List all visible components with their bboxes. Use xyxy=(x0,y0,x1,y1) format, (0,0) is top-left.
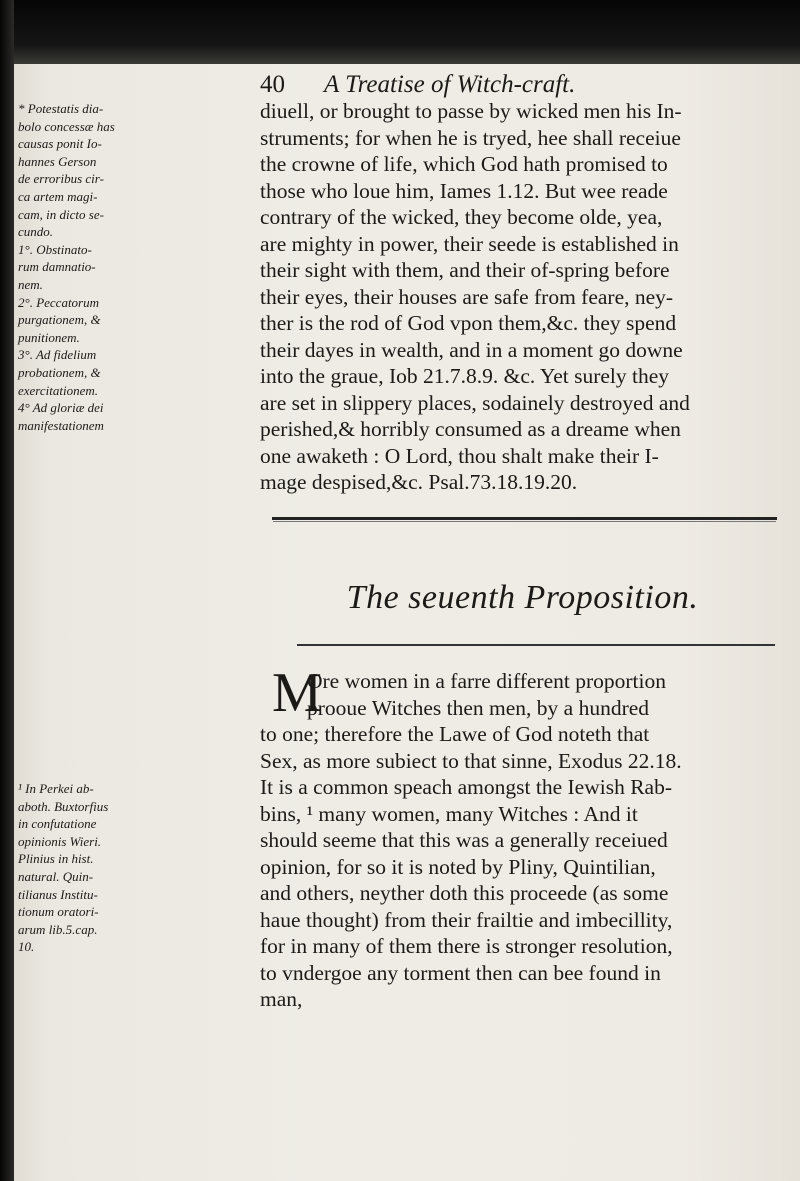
margin-notes-bottom xyxy=(18,780,118,956)
text-line: to vndergoe any torment then can bee found in xyxy=(260,960,661,985)
page-number: 40 xyxy=(260,71,285,98)
margin-note-line: natural. Quin- xyxy=(18,868,94,884)
text-line: Ore women in a farre different proportion xyxy=(307,669,666,693)
text-line: haue thought) from their frailtie and imbecillity, xyxy=(260,907,673,932)
text-line: prooue Witches then men, by a hundred xyxy=(307,695,650,720)
paragraph-top xyxy=(260,98,785,496)
margin-note-line: ca artem magi- xyxy=(18,188,98,204)
title-underline-rule xyxy=(297,644,775,646)
margin-note-line: de erroribus cir- xyxy=(18,171,104,187)
margin-note-line: Plinius in hist. xyxy=(18,851,94,867)
text-line: bins, ¹ many women, many Witches : And it xyxy=(260,801,638,826)
text-line: diuell, or brought to passe by wicked men his In- xyxy=(260,99,682,123)
text-line: should seeme that this was a generally receiued xyxy=(260,828,668,852)
text-line: and others, neyther doth this proceede (as some xyxy=(260,881,669,905)
margin-note-line: exercitationem. xyxy=(18,382,99,398)
margin-note-line: cundo. xyxy=(18,224,54,240)
text-line: struments; for when he is tryed, hee shall receiue xyxy=(260,125,681,150)
margin-note-line: in confutatione xyxy=(18,816,97,832)
running-head xyxy=(260,70,780,100)
text-line: man, xyxy=(260,987,303,1011)
margin-note-line: tilianus Institu- xyxy=(18,886,98,902)
section-divider-rule xyxy=(272,517,777,520)
margin-note-line: arum lib.5.cap. xyxy=(18,921,98,937)
text-line: into the graue, Iob 21.7.8.9. &c. Yet surely they xyxy=(260,364,670,388)
margin-note-line: 10. xyxy=(18,939,35,955)
margin-note-line: tionum oratori- xyxy=(18,904,99,920)
margin-note-line: ¹ In Perkei ab- xyxy=(18,781,94,796)
margin-note-line: aboth. Buxtorfius xyxy=(18,798,109,814)
text-line: one awaketh : O Lord, thou shalt make their I- xyxy=(260,443,659,468)
margin-note-line: bolo concessæ has xyxy=(18,118,115,134)
paragraph-intro xyxy=(307,668,787,721)
text-line: for in many of them there is stronger resolution, xyxy=(260,934,673,958)
text-line: are mighty in power, their seede is established in xyxy=(260,231,679,256)
text-line: their dayes in wealth, and in a moment go downe xyxy=(260,337,683,362)
margin-note-line: * Potestatis dia- xyxy=(18,101,104,116)
margin-note-line: rum damnatio- xyxy=(18,259,96,275)
scan-dark-border-top xyxy=(0,0,800,64)
margin-note-line: nem. xyxy=(18,276,43,292)
margin-notes-top xyxy=(18,100,118,434)
margin-note-line: 1°. Obstinato- xyxy=(18,241,92,257)
margin-note-line: 4° Ad gloriæ dei xyxy=(18,400,104,416)
margin-note-line: punitionem. xyxy=(18,329,80,345)
text-line: are set in slippery places, sodainely destroyed and xyxy=(260,390,690,415)
margin-note-line: hannes Gerson xyxy=(18,153,97,169)
paragraph-main xyxy=(260,721,785,1013)
text-line: the crowne of life, which God hath promised to xyxy=(260,152,668,176)
text-line: their eyes, their houses are safe from feare, ney- xyxy=(260,284,674,309)
drop-cap: M xyxy=(272,662,322,724)
margin-note-line: purgationem, & xyxy=(18,312,101,328)
text-line: their sight with them, and their of-spring before xyxy=(260,258,670,282)
running-title: A Treatise of Witch-craft. xyxy=(324,71,576,98)
margin-note-line: opinionis Wieri. xyxy=(18,833,102,849)
margin-note-line: 2°. Peccatorum xyxy=(18,294,100,310)
text-line: It is a common speach amongst the Iewish Rab- xyxy=(260,775,672,799)
text-line: Sex, as more subiect to that sinne, Exodus 22.18. xyxy=(260,748,682,773)
margin-note-line: cam, in dicto se- xyxy=(18,206,104,222)
margin-note-line: manifestationem xyxy=(18,417,104,433)
text-line: ther is the rod of God vpon them,&c. they spend xyxy=(260,311,677,335)
text-line: contrary of the wicked, they become olde, yea, xyxy=(260,205,663,229)
text-line: opinion, for so it is noted by Pliny, Quintilian, xyxy=(260,854,656,879)
text-line: those who loue him, Iames 1.12. But wee reade xyxy=(260,178,668,203)
text-line: mage despised,&c. Psal.73.18.19.20. xyxy=(260,470,578,494)
margin-note-line: causas ponit Io- xyxy=(18,136,102,152)
scan-dark-border-left xyxy=(0,0,14,1181)
text-line: to one; therefore the Lawe of God noteth that xyxy=(260,722,650,746)
text-line: perished,& horribly consumed as a dreame when xyxy=(260,417,681,441)
margin-note-line: probationem, & xyxy=(18,364,101,380)
section-title: The seuenth Proposition. xyxy=(346,579,699,616)
margin-note-line: 3°. Ad fidelium xyxy=(18,347,97,363)
